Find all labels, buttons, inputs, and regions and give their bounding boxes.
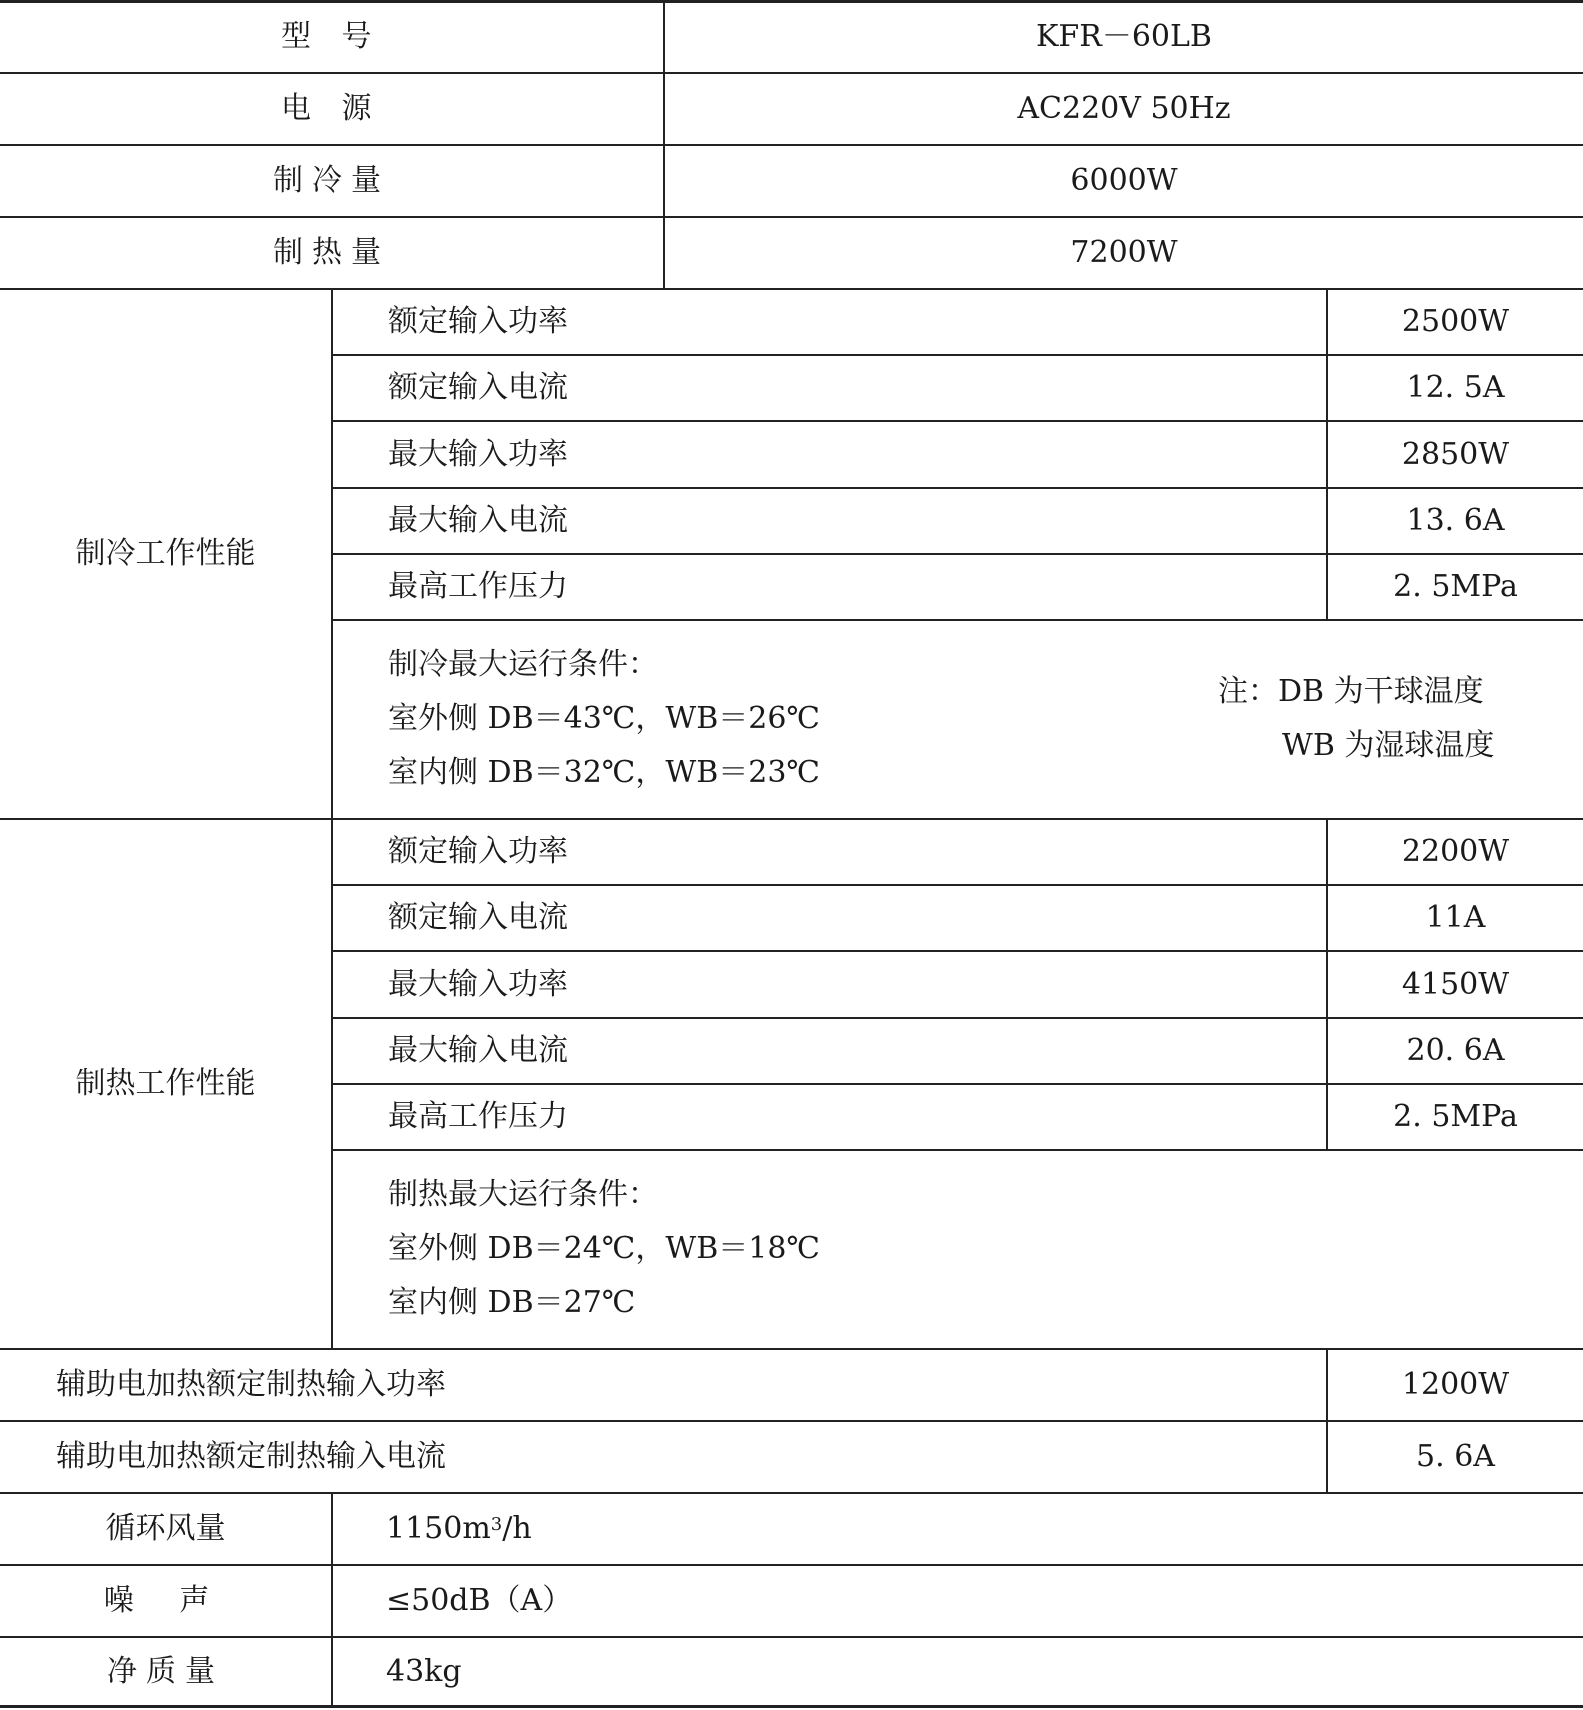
cooling-capacity-value: 6000W (1070, 163, 1178, 198)
heating-max-power-label: 最大输入功率 (388, 966, 568, 1002)
table-bottom-border (0, 1705, 1583, 1708)
heating-rated-current-label: 额定输入电流 (388, 900, 568, 935)
heating-capacity-value: 7200W (1070, 235, 1178, 270)
cooling-rated-power-label: 额定输入功率 (388, 304, 568, 339)
cooling-max-pressure-value: 2. 5MPa (1393, 569, 1518, 604)
note-db: 注：DB 为干球温度 (1218, 674, 1484, 709)
heating-max-current-value: 20. 6A (1406, 1033, 1505, 1068)
heating-rated-power-label: 额定输入功率 (388, 834, 568, 869)
heating-max-pressure-value: 2. 5MPa (1393, 1099, 1518, 1134)
heating-max-power-value: 4150W (1401, 966, 1510, 1002)
cooling-rated-current-label: 额定输入电流 (388, 370, 568, 405)
airflow-value (386, 1494, 1576, 1564)
heating-conditions-title: 制热最大运行条件： (388, 1177, 658, 1212)
aux-power-value: 1200W (1401, 1367, 1510, 1402)
airflow-unit: /h (502, 1511, 532, 1546)
power-supply-label: 电 源 (280, 91, 383, 126)
cooling-performance-label: 制冷工作性能 (75, 536, 256, 571)
power-supply-value: AC220V 50Hz (1017, 91, 1231, 126)
cooling-max-pressure-label: 最高工作压力 (388, 569, 568, 604)
column-divider (331, 1492, 333, 1707)
noise-label: 噪 声 (103, 1583, 228, 1618)
heating-conditions-outdoor: 室外侧 DB＝24℃，WB＝18℃ (388, 1231, 820, 1266)
cooling-conditions-outdoor: 室外侧 DB＝43℃，WB＝26℃ (388, 701, 820, 736)
net-weight-value: 43kg (386, 1653, 462, 1689)
heating-rated-power-value: 2200W (1401, 834, 1510, 869)
cooling-rated-current-value: 12. 5A (1406, 370, 1505, 405)
cooling-conditions (388, 638, 820, 800)
temperature-note (1218, 665, 1494, 773)
aux-power-label: 辅助电加热额定制热输入功率 (56, 1367, 446, 1402)
airflow-label: 循环风量 (105, 1511, 226, 1546)
cooling-max-current-label: 最大输入电流 (388, 503, 568, 538)
noise-value: ≤50dB（A） (386, 1583, 573, 1618)
aux-current-value: 5. 6A (1416, 1439, 1495, 1474)
cooling-conditions-indoor: 室内侧 DB＝32℃，WB＝23℃ (388, 755, 820, 790)
row-divider (332, 619, 1583, 621)
net-weight-label: 净质量 (107, 1653, 224, 1689)
airflow-superscript: 3 (490, 1514, 503, 1535)
airflow-number: 1150m (386, 1511, 491, 1546)
model-label: 型 号 (280, 19, 383, 54)
cooling-max-power-value: 2850W (1401, 436, 1510, 472)
heating-capacity-label: 制热量 (273, 235, 390, 270)
model-value: KFR－60LB (1036, 19, 1212, 54)
aux-current-label: 辅助电加热额定制热输入电流 (56, 1439, 446, 1474)
column-divider (331, 288, 333, 1349)
heating-performance-label: 制热工作性能 (75, 1066, 256, 1101)
cooling-capacity-label: 制冷量 (273, 163, 390, 198)
cooling-rated-power-value: 2500W (1401, 304, 1510, 339)
cooling-max-current-value: 13. 6A (1406, 503, 1505, 538)
cooling-conditions-title: 制冷最大运行条件： (388, 647, 658, 682)
heating-conditions-indoor: 室内侧 DB＝27℃ (388, 1285, 636, 1320)
heating-rated-current-value: 11A (1425, 900, 1486, 935)
heating-max-current-label: 最大输入电流 (388, 1033, 568, 1068)
row-divider (332, 1149, 1583, 1151)
heating-conditions (388, 1168, 820, 1330)
heating-max-pressure-label: 最高工作压力 (388, 1099, 568, 1134)
note-wb: WB 为湿球温度 (1282, 728, 1495, 763)
cooling-max-power-label: 最大输入功率 (388, 436, 568, 472)
